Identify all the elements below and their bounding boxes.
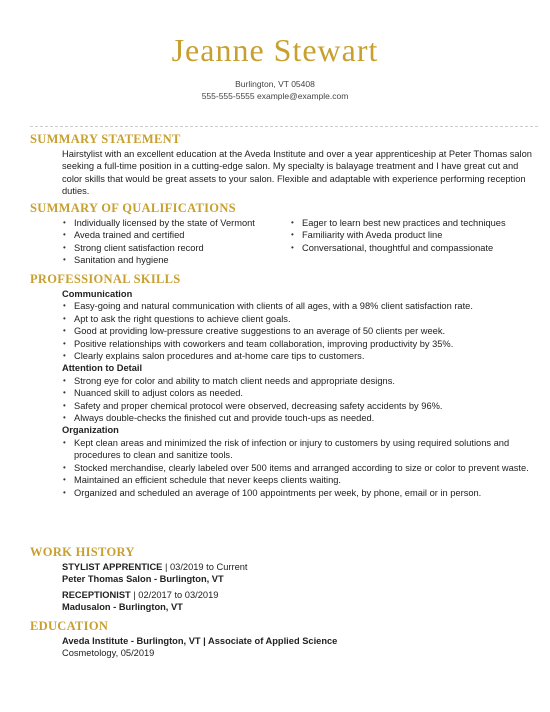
header-divider [30,126,538,127]
education-title: EDUCATION [30,619,109,633]
skill-group-heading: Attention to Detail [62,363,143,374]
job-organization: Madusalon - Burlington, VT [62,602,183,613]
list-item: • Aveda trained and certified [62,229,290,241]
qualifications-right-list [290,217,538,267]
skills-section [30,272,538,499]
job-organization: Peter Thomas Salon - Burlington, VT [62,574,224,585]
job-dates: | 02/2017 to 03/2019 [130,589,219,600]
contact-phone-email: 555-555-5555 example@example.com [201,91,349,101]
skill-group-heading: Organization [62,425,119,436]
qualifications-left-list [62,217,290,267]
work-title: WORK HISTORY [30,545,135,559]
qualifications-title: SUMMARY OF QUALIFICATIONS [30,201,236,215]
summary-section [30,132,538,198]
job-title: RECEPTIONIST [62,589,131,600]
education-school: Aveda Institute - Burlington, VT | Associate of Applied Science [62,636,338,646]
contact-address: Burlington, VT 05408 [235,79,315,89]
list-item: • Conversational, thoughtful and compassionate [290,242,538,254]
job-dates: | 03/2019 to Current [162,562,248,572]
job-title: STYLIST APPRENTICE [62,562,163,572]
list-item: • Clearly explains salon procedures and at-home care tips to customers. [62,350,538,362]
list-item: • Strong eye for color and ability to match client needs and appropriate designs. [62,375,538,387]
list-item: • Organized and scheduled an average of 100 appointments per week, by phone, email or in person. [62,487,538,499]
skill-list-communication [62,300,538,362]
list-item: • Eager to learn best new practices and techniques [290,217,538,229]
summary-title: SUMMARY STATEMENT [30,132,181,146]
list-item: • Maintained an efficient schedule that never keeps clients waiting. [62,474,538,486]
list-item: • Familiarity with Aveda product line [290,229,538,241]
list-item: • Easy-going and natural communication with clients of all ages, with a 98% client satisfaction rate. [62,300,538,312]
list-item: • Stocked merchandise, clearly labeled over 500 items and arranged according to size or color to prevent waste. [62,462,538,474]
skill-list-detail [62,375,538,425]
list-item: • Always double-checks the finished cut and provide touch-ups as needed. [62,412,538,424]
job-entry [62,589,538,601]
resume-name: Jeanne Stewart [171,32,379,68]
list-item: • Kept clean areas and minimized the risk of infection or injury to customers by using required solutions and procedures to clean and sanitize tools. [62,437,538,462]
list-item: • Individually licensed by the state of Vermont [62,217,290,229]
skills-title: PROFESSIONAL SKILLS [30,272,181,286]
education-section [30,619,538,660]
list-item: • Good at providing low-pressure creative suggestions to an average of 50 clients per week. [62,325,538,337]
qualifications-section [30,201,538,267]
education-degree: Cosmetology, 05/2019 [62,648,155,659]
list-item: • Apt to ask the right questions to achieve client goals. [62,313,538,325]
skill-list-organization [62,437,538,499]
job-entry [62,561,538,573]
list-item: • Safety and proper chemical protocol were observed, decreasing safety accidents by 96%. [62,400,538,412]
list-item: • Positive relationships with coworkers and team collaboration, improving productivity by 35%. [62,338,538,350]
list-item: • Strong client satisfaction record [62,242,290,254]
list-item: • Sanitation and hygiene [62,254,290,266]
work-section [30,545,538,614]
summary-text: Hairstylist with an excellent education at the Aveda Institute and over a year apprenticeship at Peter Thomas salon seeking a full-time position in a cutting-edge salon. My specialty is balayage treatment and I have great cut and color skills that would be great assets to your salon. Flexible and adaptable with experience performing reception duties. [62,149,532,197]
list-item: • Nuanced skill to adjust colors as needed. [62,387,538,399]
skill-group-heading: Communication [62,289,133,299]
